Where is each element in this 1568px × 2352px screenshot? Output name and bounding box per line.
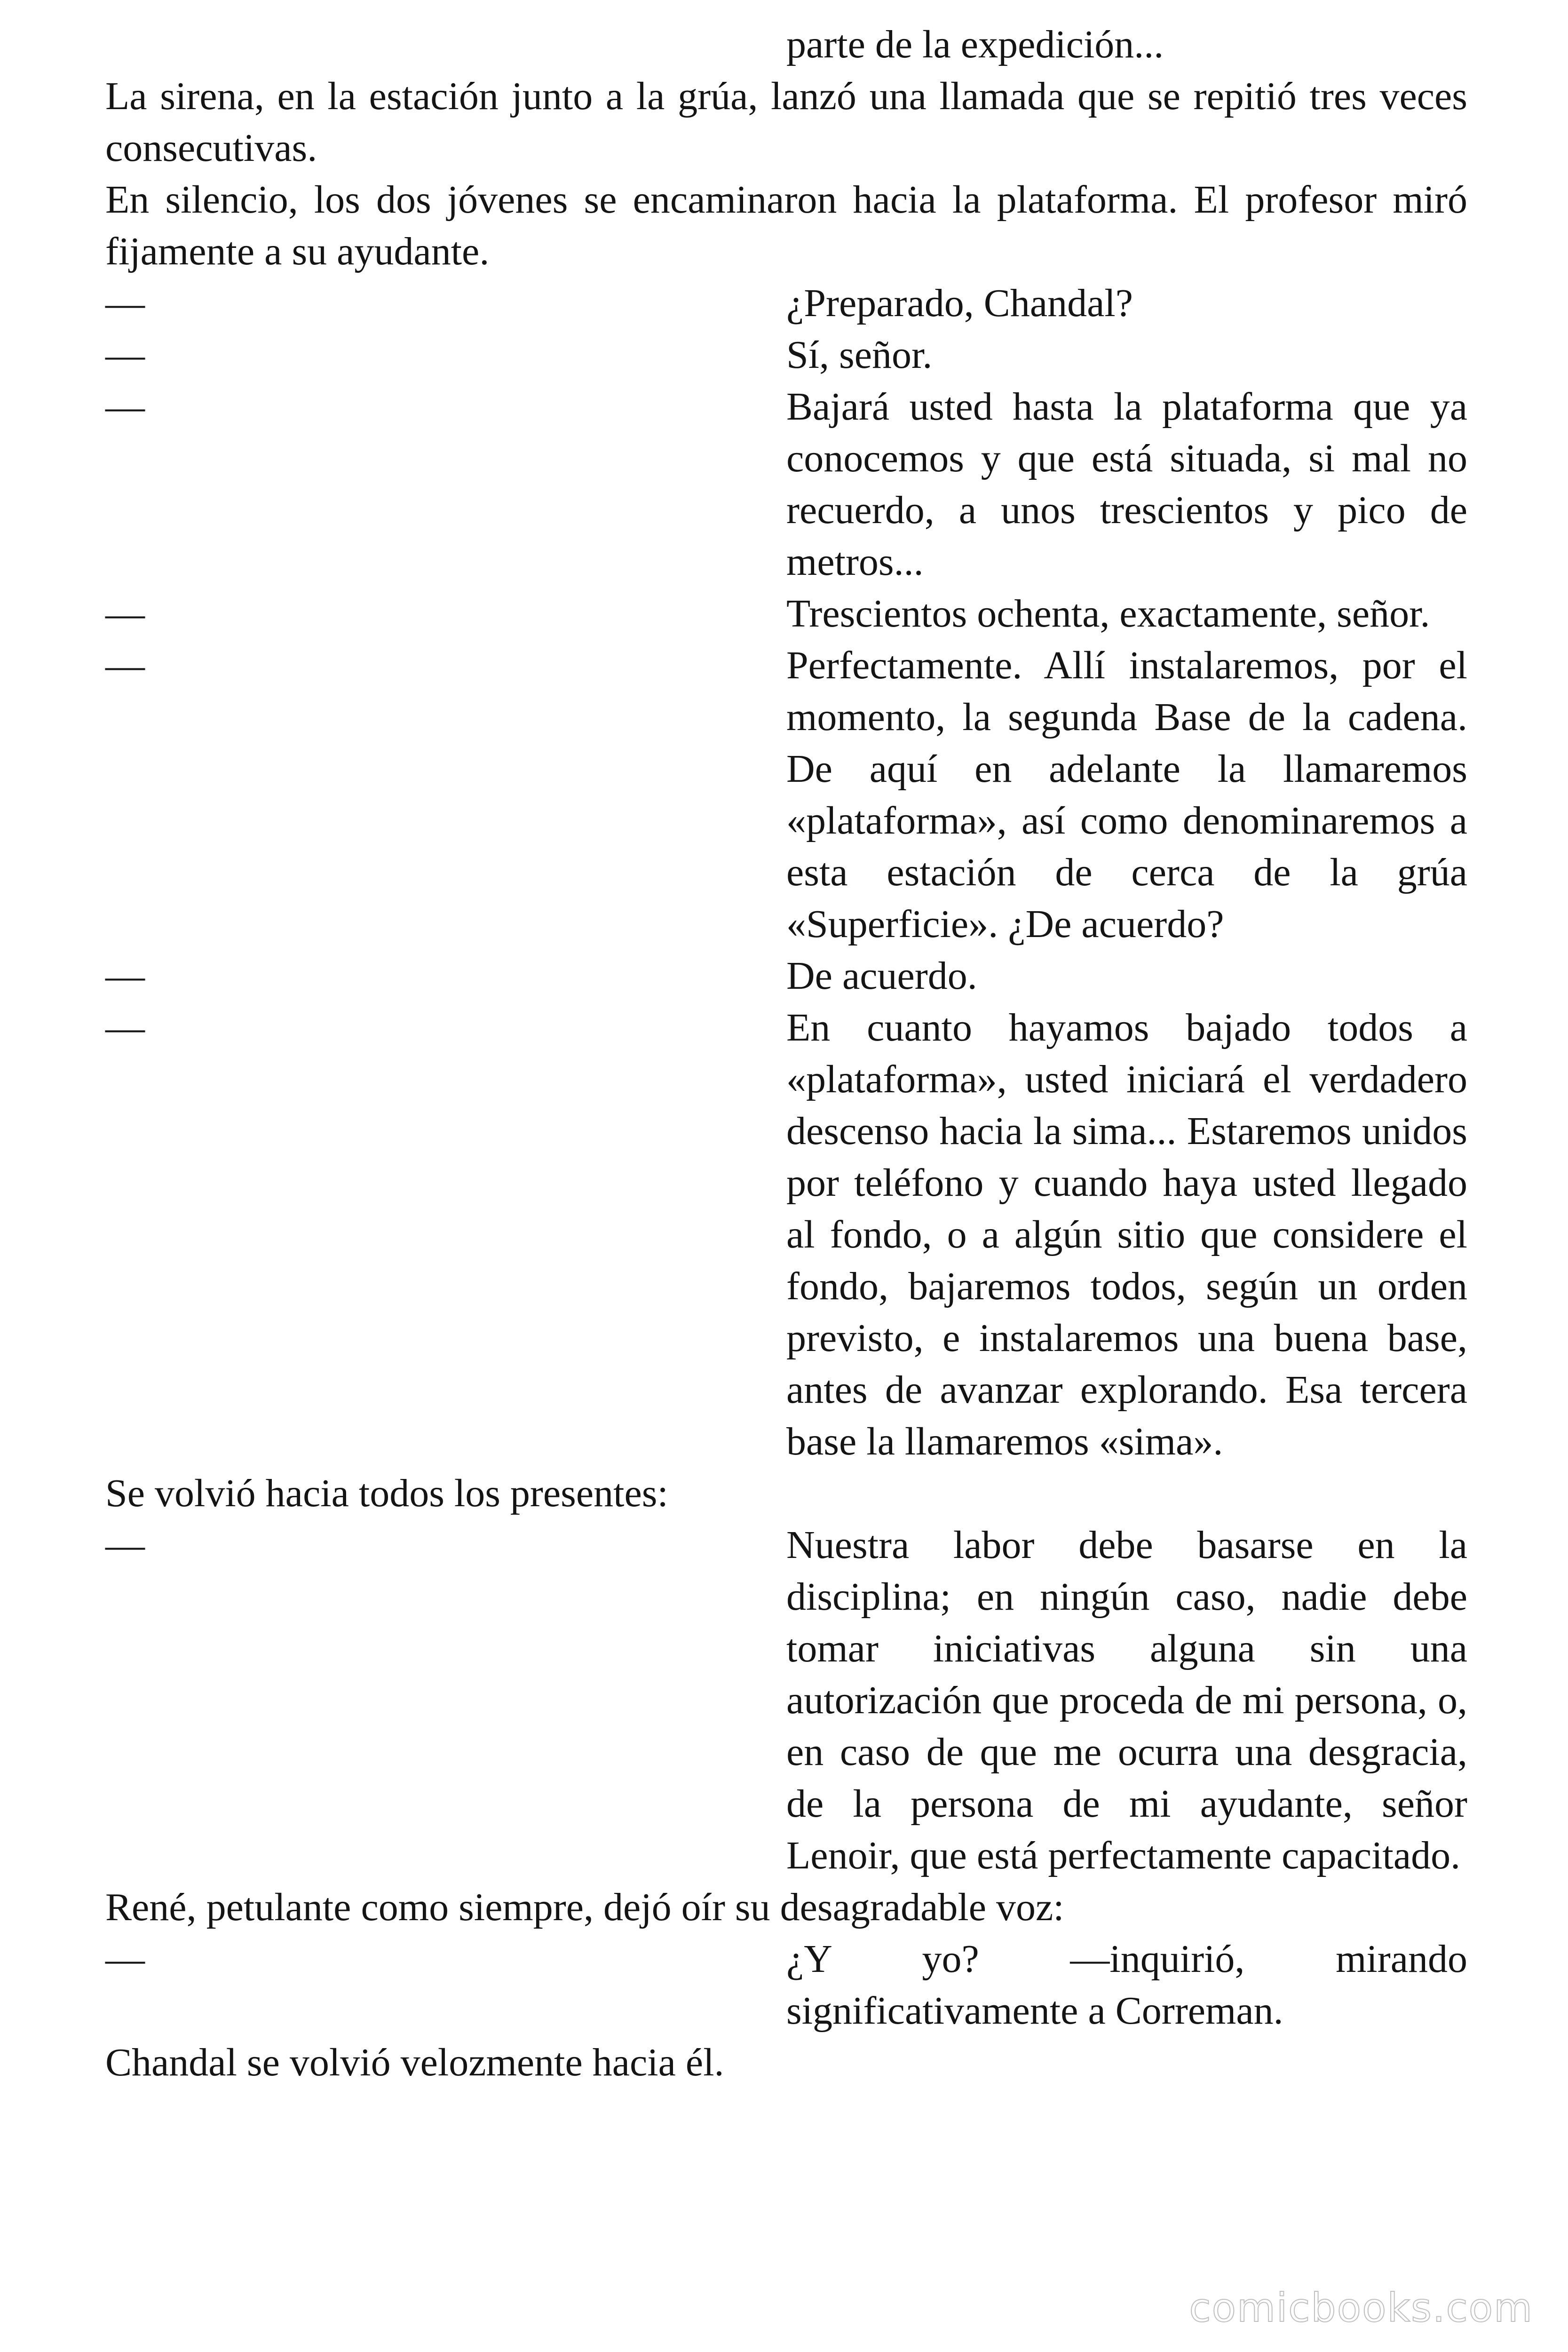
dialogue-dash: — <box>105 1937 145 1981</box>
dialogue-line <box>105 1933 1467 2037</box>
dialogue-line <box>105 329 1467 381</box>
dialogue-dash: — <box>105 954 145 998</box>
narration-paragraph: En silencio, los dos jóvenes se encaminaron hacia la plataforma. El profesor miró fijamente a su ayudante. <box>105 178 1467 273</box>
site-watermark: comicbooks.com <box>1189 2285 1533 2331</box>
dialogue-line <box>105 278 1467 329</box>
dialogue-dash: — <box>105 592 145 636</box>
continuation-line: parte de la expedición... <box>786 23 1164 66</box>
dialogue-text: Nuestra labor debe basarse en la disciplina; en ningún caso, nadie debe tomar iniciativas alguna sin una autorización que proceda de mi persona, o, en caso de que me ocurra una desgracia, de la persona de mi ayudante, señor Lenoir, que está perfectamente capacitado. <box>786 1523 1467 1877</box>
dialogue-text: Bajará usted hasta la plataforma que ya conocemos y que está situada, si mal no recuerdo, a unos trescientos y pico de metros... <box>786 385 1467 584</box>
dialogue-dash: — <box>105 644 145 687</box>
dialogue-dash: — <box>105 1006 145 1049</box>
dialogue-dash: — <box>105 385 145 429</box>
dialogue-dash: — <box>105 281 145 325</box>
narration-paragraph: Se volvió hacia todos los presentes: <box>105 1471 668 1515</box>
dialogue-text: ¿Preparado, Chandal? <box>786 281 1133 325</box>
dialogue-line <box>105 640 1467 950</box>
dialogue-line <box>105 1519 1467 1882</box>
dialogue-line <box>105 381 1467 588</box>
dialogue-line <box>105 950 1467 1002</box>
dialogue-dash: — <box>105 1523 145 1567</box>
dialogue-text: Trescientos ochenta, exactamente, señor. <box>786 592 1430 636</box>
dialogue-text: ¿Y yo? —inquirió, mirando significativamente a Correman. <box>786 1937 1467 2033</box>
dialogue-text: De acuerdo. <box>786 954 977 998</box>
narration-paragraph: La sirena, en la estación junto a la grúa, lanzó una llamada que se repitió tres veces consecutivas. <box>105 74 1467 170</box>
dialogue-line <box>105 1002 1467 1468</box>
dialogue-text: Sí, señor. <box>786 333 933 377</box>
narration-paragraph: Chandal se volvió velozmente hacia él. <box>105 2041 724 2084</box>
dialogue-dash: — <box>105 333 145 377</box>
dialogue-text: En cuanto hayamos bajado todos a «plataforma», usted iniciará el verdadero descenso hacia la sima... Estaremos unidos por teléfono y cuando haya usted llegado al fondo, o a algún sitio que considere el fondo, bajaremos todos, según un orden previsto, e instalaremos una buena base, antes de avanzar explorando. Esa tercera base la llamaremos «sima». <box>786 1006 1467 1463</box>
dialogue-text: Perfectamente. Allí instalaremos, por el momento, la segunda Base de la cadena. De aquí en adelante la llamaremos «plataforma», así como denominaremos a esta estación de cerca de la grúa «Superficie». ¿De acuerdo? <box>786 644 1467 946</box>
narration-paragraph: René, petulante como siempre, dejó oír su desagradable voz: <box>105 1885 1064 1929</box>
page-body <box>105 19 1467 2089</box>
dialogue-line <box>105 588 1467 640</box>
